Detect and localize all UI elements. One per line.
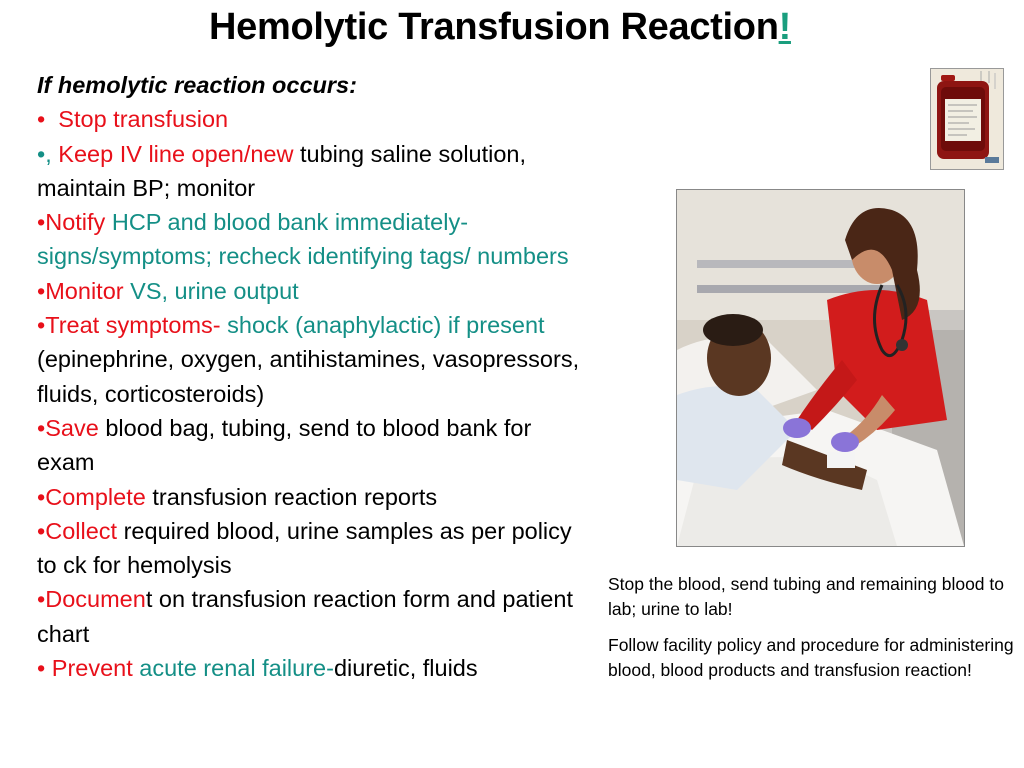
caption-paragraph-2: Follow facility policy and procedure for administering blood, blood products and transfusion reaction! — [608, 635, 1014, 680]
bullet-comma: , — [45, 140, 52, 167]
bullet-rest: tubing saline solution, maintain BP; monitor — [37, 140, 527, 201]
slide-title — [0, 6, 1000, 49]
bullet-keep-iv — [37, 137, 582, 206]
list-heading: If hemolytic reaction occurs: — [37, 72, 357, 98]
bullet-lead: Complete — [45, 483, 146, 510]
bullet-lead: Keep IV line open/new — [58, 140, 294, 167]
bullet-list — [37, 68, 582, 685]
bullet-complete — [37, 480, 582, 514]
bullet-mark: • — [37, 140, 46, 167]
photo-caption — [608, 572, 1018, 694]
bullet-mark: • — [37, 483, 46, 510]
bullet-teal: VS, urine output — [123, 277, 299, 304]
bullet-rest: (epinephrine, oxygen, antihistamines, vasopressors, fluids, corticosteroids) — [37, 346, 580, 407]
bullet-lead: Monitor — [45, 277, 124, 304]
bullet-mark: • — [37, 209, 46, 236]
bullet-stop-transfusion — [37, 102, 582, 136]
bullet-mark: • — [37, 312, 46, 339]
bullet-teal: shock (anaphylactic) if present — [220, 312, 545, 339]
bullet-prevent — [37, 651, 582, 685]
bullet-lead: Prevent — [51, 655, 133, 682]
blood-bag-icon — [931, 69, 1003, 169]
title-text: Hemolytic Transfusion Reaction — [209, 6, 779, 48]
bullet-lead: Collect — [45, 517, 118, 544]
bullet-lead: Save — [45, 414, 99, 441]
bullet-lead: Treat symptoms- — [45, 312, 221, 339]
bullet-rest: diuretic, fluids — [333, 655, 478, 682]
nurse-patient-illustration — [677, 190, 964, 546]
blood-bag-image — [930, 68, 1004, 170]
bullet-lead: Notify — [45, 209, 106, 236]
bullet-teal: acute renal failure- — [132, 655, 334, 682]
bullet-notify — [37, 205, 582, 274]
title-exclamation: ! — [778, 6, 791, 48]
bullet-mark: • — [37, 655, 46, 682]
bullet-mark: • — [37, 586, 46, 613]
bullet-lead: Documen — [45, 586, 146, 613]
bullet-document — [37, 582, 582, 651]
bullet-monitor — [37, 274, 582, 308]
bullet-rest: transfusion reaction reports — [145, 483, 438, 510]
bullet-mark: • — [37, 277, 46, 304]
bullet-mark: • — [37, 517, 46, 544]
bullet-rest: t on transfusion reaction form and patient chart — [37, 586, 573, 647]
bullet-mark: • — [37, 106, 46, 133]
nurse-patient-photo — [676, 189, 965, 547]
bullet-lead: Stop transfusion — [58, 106, 229, 133]
bullet-save — [37, 411, 582, 480]
bullet-mark: • — [37, 414, 46, 441]
bullet-teal: HCP and blood bank immediately- signs/symptoms; recheck identifying tags/ numbers — [37, 209, 569, 270]
caption-paragraph-1: Stop the blood, send tubing and remaining blood to lab; urine to lab! — [608, 574, 1004, 619]
bullet-treat-symptoms — [37, 308, 582, 411]
bullet-rest: required blood, urine samples as per policy to ck for hemolysis — [37, 517, 572, 579]
bullet-rest: blood bag, tubing, send to blood bank for exam — [37, 414, 532, 476]
bullet-collect — [37, 514, 582, 583]
